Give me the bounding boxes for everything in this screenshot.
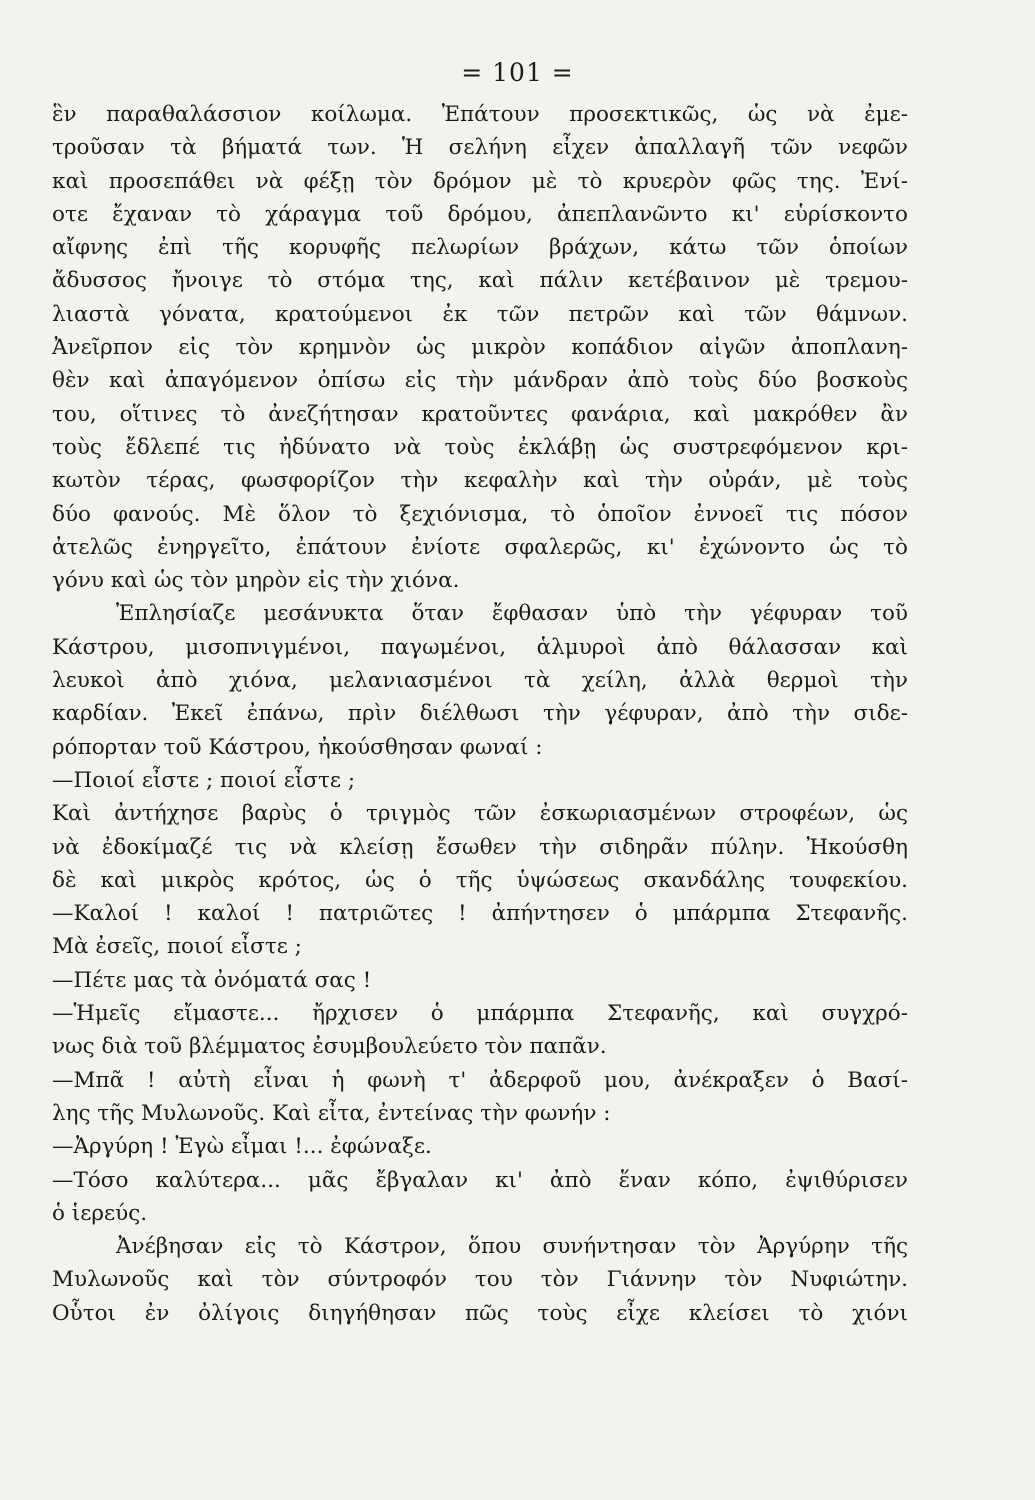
text-line: Μυλωνοῦς καὶ τὸν σύντροφόν του τὸν Γιάννην τὸν Νυφιώτην.	[52, 1267, 908, 1293]
text-line: νὰ ἐδοκίμαζέ τις νὰ κλείσῃ ἔσωθεν τὴν σιδηρᾶν πύλην. Ἠκούσθη	[52, 834, 908, 860]
text-line: γόνυ καὶ ὡς τὸν μηρὸν εἰς τὴν χιόνα.	[52, 568, 460, 594]
text-line: Ἐπλησίαζε μεσάνυκτα ὅταν ἔφθασαν ὑπὸ τὴν γέφυραν τοῦ	[116, 601, 908, 627]
text-line: —Πέτε μας τὰ ὀνόματά σας !	[52, 967, 372, 993]
text-line: καρδίαν. Ἐκεῖ ἐπάνω, πρὶν διέλθωσι τὴν γέφυραν, ἀπὸ τὴν σιδε-	[52, 701, 908, 727]
text-line: τροῦσαν τὰ βήματά των. Ἡ σελήνη εἶχεν ἀπαλλαγῆ τῶν νεφῶν	[52, 135, 908, 161]
text-line: κωτὸν τέρας, φωσφορίζον τὴν κεφαλὴν καὶ τὴν οὐράν, μὲ τοὺς	[52, 468, 908, 494]
page-number: = 101 =	[461, 58, 574, 87]
text-line: —Μπᾶ ! αὐτὴ εἶναι ἡ φωνὴ τ' ἀδερφοῦ μου, ἀνέκραξεν ὁ Βασί-	[52, 1067, 908, 1093]
text-line: Οὗτοι ἐν ὀλίγοις διηγήθησαν πῶς τοὺς εἶχε κλείσει τὸ χιόνι	[52, 1300, 908, 1326]
text-line: δὲ καὶ μικρὸς κρότος, ὡς ὁ τῆς ὑψώσεως σκανδάλης τουφεκίου.	[52, 867, 908, 893]
text-line: ἓν παραθαλάσσιον κοίλωμα. Ἐπάτουν προσεκτικῶς, ὡς νὰ ἐμε-	[52, 102, 908, 127]
text-line: ἄδυσσος ἤνοιγε τὸ στόμα της, καὶ πάλιν κετέβαινον μὲ τρεμου-	[52, 268, 908, 294]
text-line: —Ἀργύρη ! Ἐγὼ εἶμαι !... ἐφώναξε.	[52, 1134, 432, 1160]
page-text	[52, 98, 908, 1330]
text-line: —Καλοί ! καλοί ! πατριῶτες ! ἀπήντησεν ὁ μπάρμπα Στεφανῆς.	[52, 901, 908, 927]
text-line: λευκοὶ ἀπὸ χιόνα, μελανιασμένοι τὰ χείλη, ἀλλὰ θερμοὶ τὴν	[52, 668, 908, 694]
text-line: οτε ἔχαναν τὸ χάραγμα τοῦ δρόμου, ἀπεπλανῶντο κι' εὑρίσκοντο	[52, 201, 908, 227]
text-line: Ἀνεῖρπον εἰς τὸν κρημνὸν ὡς μικρὸν κοπάδιον αἰγῶν ἀποπλανη-	[52, 335, 908, 361]
text-line: του, οἵτινες τὸ ἀνεζήτησαν κρατοῦντες φανάρια, καὶ μακρόθεν ἂν	[52, 401, 908, 427]
text-line: λης τῆς Μυλωνοῦς. Καὶ εἶτα, ἐντείνας τὴν φωνήν :	[52, 1100, 611, 1126]
text-line: —Τόσο καλύτερα... μᾶς ἔβγαλαν κι' ἀπὸ ἕναν κόπο, ἐψιθύρισεν	[52, 1167, 908, 1193]
text-line: ἀτελῶς ἐνηργεῖτο, ἐπάτουν ἐνίοτε σφαλερῶς, κι' ἐχώνοντο ὡς τὸ	[52, 534, 908, 560]
text-line: —Ποιοί εἶστε ; ποιοί εἶστε ;	[52, 767, 356, 793]
text-line: νως διὰ τοῦ βλέμματος ἐσυμβουλεύετο τὸν παπᾶν.	[52, 1034, 607, 1060]
text-line: Καὶ ἀντήχησε βαρὺς ὁ τριγμὸς τῶν ἐσκωριασμένων στροφέων, ὡς	[52, 801, 908, 827]
text-line: ὁ ἱερεύς.	[52, 1200, 148, 1226]
text-line: λιαστὰ γόνατα, κρατούμενοι ἐκ τῶν πετρῶν καὶ τῶν θάμνων.	[52, 301, 908, 327]
text-line: Κάστρου, μισοπνιγμένοι, παγωμένοι, ἁλμυροὶ ἀπὸ θάλασσαν καὶ	[52, 634, 908, 660]
text-line: Ἀνέβησαν εἰς τὸ Κάστρον, ὅπου συνήντησαν τὸν Ἀργύρην τῆς	[116, 1234, 908, 1260]
text-line: αἴφνης ἐπὶ τῆς κορυφῆς πελωρίων βράχων, κάτω τῶν ὁποίων	[52, 235, 908, 261]
text-line: δύο φανούς. Μὲ ὅλον τὸ ξεχιόνισμα, τὸ ὁποῖον ἐννοεῖ τις πόσον	[52, 501, 908, 527]
text-line: Μὰ ἐσεῖς, ποιοί εἶστε ;	[52, 934, 302, 960]
text-line: τοὺς ἔδλεπέ τις ἠδύνατο νὰ τοὺς ἐκλάβῃ ὡς συστρεφόμενον κρι-	[52, 434, 908, 460]
text-line: ρόπορταν τοῦ Κάστρου, ἠκούσθησαν φωναί :	[52, 734, 543, 760]
text-line: —Ἡμεῖς εἴμαστε... ἤρχισεν ὁ μπάρμπα Στεφανῆς, καὶ συγχρό-	[52, 1001, 908, 1027]
text-line: θὲν καὶ ἀπαγόμενον ὀπίσω εἰς τὴν μάνδραν ἀπὸ τοὺς δύο βοσκοὺς	[52, 368, 908, 394]
text-line: καὶ προσεπάθει νὰ φέξῃ τὸν δρόμον μὲ τὸ κρυερὸν φῶς της. Ἐνί-	[52, 168, 908, 194]
